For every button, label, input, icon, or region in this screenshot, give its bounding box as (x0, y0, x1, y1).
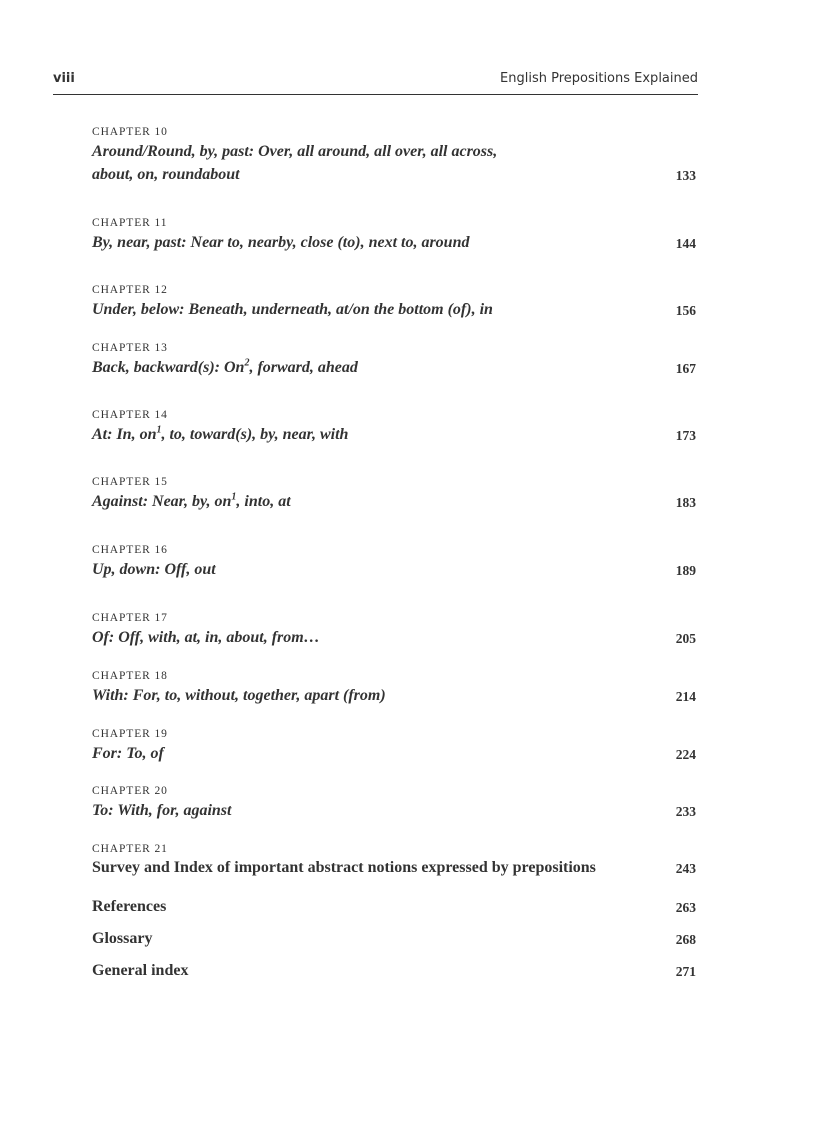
page-number: 268 (675, 932, 696, 947)
page-number: 233 (675, 804, 696, 819)
superscript-index: 2 (244, 357, 250, 369)
chapter-title: Of: Off, with, at, in, about, from… (92, 629, 320, 646)
chapter-title: Up, down: Off, out (92, 561, 216, 578)
chapter-title-text-rest: , to, toward(s), by, near, with (161, 426, 349, 443)
toc-entry-chapter-16[interactable] (92, 542, 698, 581)
chapter-label: CHAPTER 15 (92, 476, 168, 488)
page-number: 243 (675, 861, 696, 876)
chapter-title-text-rest: , forward, ahead (249, 359, 358, 376)
page-number: 133 (675, 168, 696, 183)
page-number: 144 (675, 236, 696, 251)
toc-entry-glossary[interactable] (92, 928, 698, 950)
back-matter-title: General index (92, 962, 189, 979)
chapter-title: By, near, past: Near to, nearby, close (to), next to, around (92, 234, 470, 251)
page-number: 205 (675, 631, 696, 646)
chapter-label: CHAPTER 18 (92, 670, 168, 682)
page-number: 167 (675, 361, 696, 376)
page-number: 189 (675, 563, 696, 578)
page-number: 173 (675, 428, 696, 443)
chapter-title-text: At: In, on (92, 426, 157, 443)
chapter-title (92, 423, 632, 446)
book-title: English Prepositions Explained (500, 71, 698, 86)
chapter-label: CHAPTER 12 (92, 284, 168, 296)
chapter-label: CHAPTER 11 (92, 217, 168, 229)
toc-entry-chapter-10[interactable] (92, 124, 698, 186)
chapter-label: CHAPTER 13 (92, 342, 168, 354)
chapter-label: CHAPTER 20 (92, 785, 168, 797)
chapter-title-text: Back, backward(s): On (92, 359, 245, 376)
chapter-title: To: With, for, against (92, 802, 232, 819)
toc-entry-chapter-18[interactable] (92, 668, 698, 707)
toc-entry-chapter-17[interactable] (92, 610, 698, 649)
toc-entry-references[interactable] (92, 896, 698, 918)
page-number: 271 (675, 964, 696, 979)
page-folio: viii (53, 71, 75, 86)
toc-entry-chapter-12[interactable] (92, 282, 698, 321)
chapter-title-line-1: Around/Round, by, past: Over, all around, all over, all across, (92, 143, 498, 160)
toc-entry-chapter-21[interactable] (92, 841, 698, 879)
chapter-label: CHAPTER 17 (92, 612, 168, 624)
chapter-label: CHAPTER 14 (92, 409, 168, 421)
toc-entry-general-index[interactable] (92, 960, 698, 982)
chapter-title: Survey and Index of important abstract notions expressed by prepositions (92, 859, 596, 876)
page-number: 224 (675, 747, 696, 762)
chapter-label: CHAPTER 19 (92, 728, 168, 740)
chapter-label: CHAPTER 10 (92, 126, 168, 138)
toc-entry-chapter-13[interactable] (92, 340, 698, 379)
superscript-index: 1 (156, 424, 162, 436)
chapter-title: With: For, to, without, together, apart (from) (92, 687, 386, 704)
chapter-title: For: To, of (92, 745, 164, 762)
chapter-title (92, 490, 632, 513)
toc-entry-chapter-19[interactable] (92, 726, 698, 765)
superscript-index: 1 (231, 491, 237, 503)
chapter-title (92, 356, 632, 379)
running-head (53, 70, 698, 95)
back-matter-title: Glossary (92, 930, 153, 947)
chapter-title (92, 140, 632, 186)
toc-entry-chapter-20[interactable] (92, 783, 698, 822)
chapter-title-line-2: about, on, roundabout (92, 166, 240, 183)
back-matter-title: References (92, 898, 167, 915)
chapter-title: Under, below: Beneath, underneath, at/on the bottom (of), in (92, 301, 493, 318)
chapter-label: CHAPTER 16 (92, 544, 168, 556)
page-number: 156 (675, 303, 696, 318)
page-number: 263 (675, 900, 696, 915)
chapter-label: CHAPTER 21 (92, 843, 168, 855)
page-number: 214 (675, 689, 696, 704)
page-number: 183 (675, 495, 696, 510)
toc-entry-chapter-14[interactable] (92, 407, 698, 446)
toc-entry-chapter-15[interactable] (92, 474, 698, 513)
chapter-title-text: Against: Near, by, on (92, 493, 232, 510)
chapter-title-text-rest: , into, at (236, 493, 291, 510)
toc-entry-chapter-11[interactable] (92, 215, 698, 254)
